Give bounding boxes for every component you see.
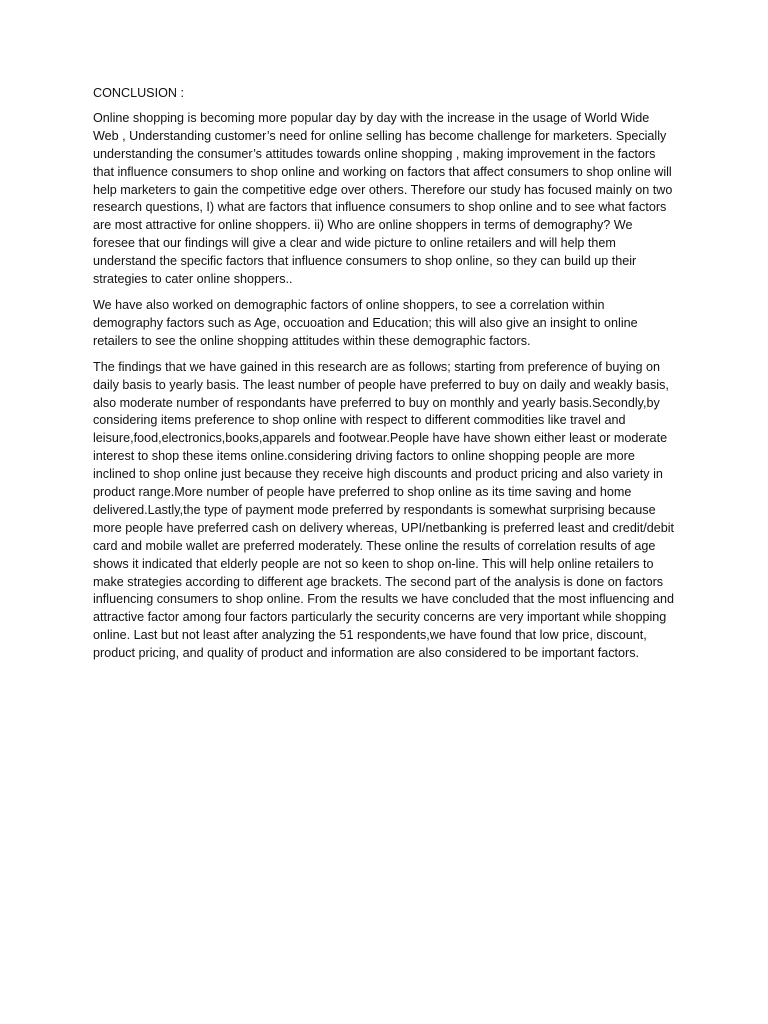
paragraph-demographics: We have also worked on demographic factors of online shoppers, to see a correlation within demography factors such as Age, occuoation and Education; this will also give an insight to online retailers to see the online shopping attitudes within these demographic factors. (93, 297, 638, 348)
section-heading: CONCLUSION : (93, 86, 184, 100)
document-page (93, 85, 677, 671)
paragraph-intro: Online shopping is becoming more popular day by day with the increase in the usage of World Wide Web , Understanding customer’s need for online selling has become challenge for marketers. Specially understanding the consumer’s attitudes towards online shopping , making improvement in the factors that influence consumers to shop online and working on factors that affect consumers to shop online will help marketers to gain the competitive edge over others. Therefore our study has focused mainly on two research questions, I) what are factors that influence consumers to shop online and to see what factors are most attractive for online shoppers. ii) Who are online shoppers in terms of demography? We foresee that our findings will give a clear and wide picture to online retailers and will help them understand the specific factors that influence consumers to shop online, so they can build up their strategies to cater online shoppers.. (93, 110, 673, 287)
paragraph-findings: The findings that we have gained in this research are as follows; starting from preference of buying on daily basis to yearly basis. The least number of people have preferred to buy on daily and weakly basis, also moderate number of respondants have preferred to buy on monthly and yearly basis.Secondly,by considering items preference to shop online with respect to different commodities like travel and leisure,food,electronics,books,apparels and footwear.People have have shown either least or moderate interest to shop these items online.considering driving factors to online shopping people are more inclined to shop online just because they receive high discounts and product pricing and also variety in product range.More number of people have preferred to shop online as its time saving and home delivered.Lastly,the type of payment mode preferred by respondants is somewhat surprising because more people have preferred cash on delivery whereas, UPI/netbanking is preferred least and credit/debit card and mobile wallet are preferred moderately. These online the results of correlation results of age shows it indicated that elderly people are not so keen to shop on-line. This will help online retailers to make strategies according to different age brackets. The second part of the analysis is done on factors influencing consumers to shop online. From the results we have concluded that the most influencing and attractive factor among four factors particularly the security concerns are very important while shopping online. Last but not least after analyzing the 51 respondents,we have found that low price, discount, product pricing, and quality of product and information are also considered to be important factors. (93, 359, 675, 661)
